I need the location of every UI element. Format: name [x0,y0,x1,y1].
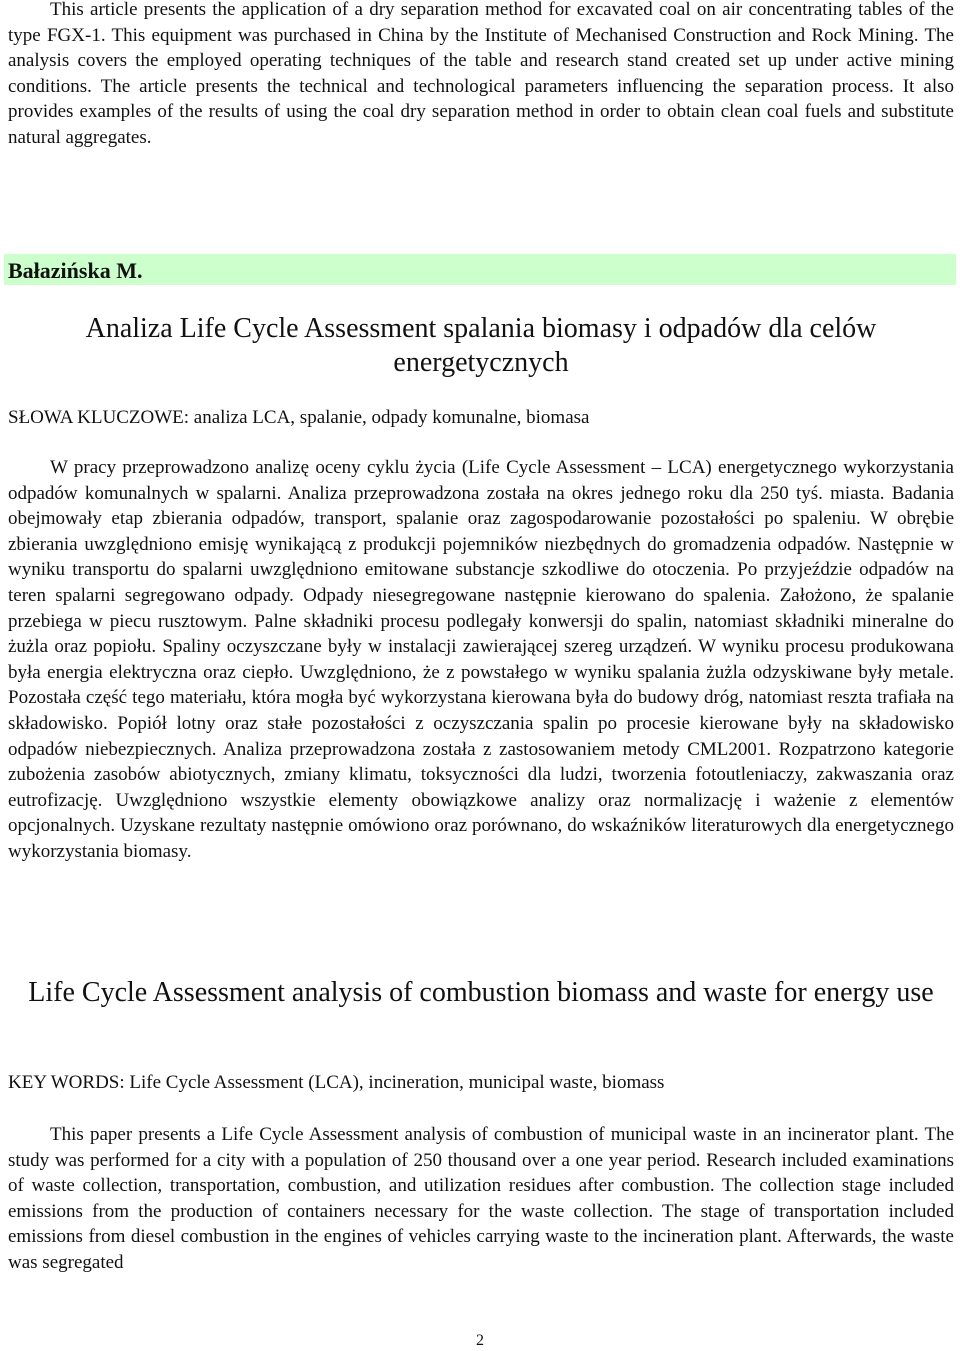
english-abstract-paragraph: This paper presents a Life Cycle Assessment analysis of combustion of municipal waste in an incinerator plant. The study was performed for a city with a population of 250 thousand over a one year period. Research included examinations of waste collection, transportation, combustion, and utilization residues after combustion. The collection stage included emissions from the production of containers necessary for the waste collection. The stage of transportation included emissions from diesel combustion in the engines of vehicles carrying waste to the incineration plant. Afterwards, the waste was segregated [8,1124,954,1273]
previous-abstract-paragraph: This article presents the application of a dry separation method for excavated coal on air concentrating tables of the type FGX-1. This equipment was purchased in China by the Institute of Mechanised Construction and Rock Mining. The analysis covers the employed operating techniques of the table and research stand created set up under active mining conditions. The article presents the technical and technological parameters influencing the separation process. It also provides examples of the results of using the coal dry separation method in order to obtain clean coal fuels and substitute natural aggregates. [8,0,954,148]
english-title: Life Cycle Assessment analysis of combustion biomass and waste for energy use [28,977,934,1008]
page-number: 2 [476,1332,484,1349]
author-name: Bałazińska M. [8,258,143,283]
polish-keywords: SŁOWA KLUCZOWE: analiza LCA, spalanie, odpady komunalne, biomasa [8,407,590,428]
author-heading-bar [4,254,956,285]
polish-title: Analiza Life Cycle Assessment spalania biomasy i odpadów dla celów energetycznych [85,313,877,378]
english-keywords: KEY WORDS: Life Cycle Assessment (LCA), incineration, municipal waste, biomass [8,1072,665,1093]
polish-abstract-paragraph: W pracy przeprowadzono analizę oceny cyklu życia (Life Cycle Assessment – LCA) energetycznego wykorzystania odpadów komunalnych w spalarni. Analiza przeprowadzona została na okres jednego roku dla 250 tyś. miasta. Badania obejmowały etap zbierania odpadów, transport, spalanie oraz zagospodarowanie pozostałości po spaleniu. W obrębie zbierania uwzględniono emisję wynikającą z produkcji pojemników niezbędnych do gromadzenia odpadów. Następnie w wyniku transportu do spalarni uwzględniono emitowane substancje szkodliwe do otoczenia. Po przyjeździe odpadów na teren spalarni segregowano odpady. Odpady niesegregowane następnie kierowano do spalenia. Założono, że spalanie przebiega w piecu rusztowym. Palne składniki procesu podlegały konwersji do spalin, natomiast składniki mineralne do żużla oraz popiołu. Spaliny oczyszczane były w instalacji zawierającej szereg urządzeń. W wyniku procesu produkowana była energia elektryczna oraz ciepło. Uwzględniono, że z powstałego w wyniku spalania żużla odzyskiwane były metale. Pozostała część tego materiału, która mogła być wykorzystana kierowana była do budowy dróg, natomiast reszta trafiała na składowisko. Popiół lotny oraz stałe pozostałości z oczyszczania spalin po procesie kierowane były na składowisko odpadów niebezpiecznych. Analiza przeprowadzona została z zastosowaniem metody CML2001. Rozpatrzono kategorie zubożenia zasobów abiotycznych, zmiany klimatu, toksyczności dla ludzi, tworzenia fotoutleniaczy, zakwaszania oraz eutrofizację. Uwzględniono wszystkie elementy obowiązkowe analizy oraz normalizację i ważenie z elementów opcjonalnych. Uzyskane rezultaty następnie omówiono oraz porównano, do wskaźników literaturowych dla energetycznego wykorzystania biomasy. [8,457,954,862]
